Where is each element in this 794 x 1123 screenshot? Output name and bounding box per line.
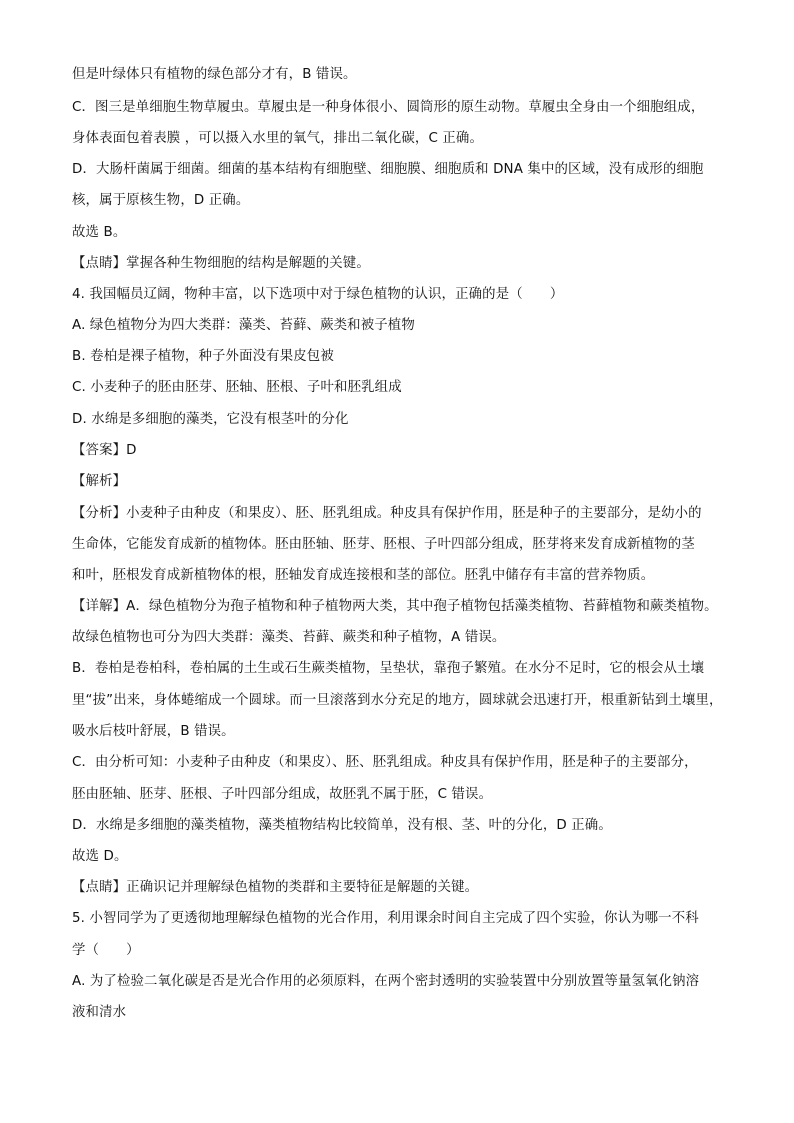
text-line: C．图三是单细胞生物草履虫。草履虫是一种身体很小、圆筒形的原生动物。草履虫全身由一个细胞组成， xyxy=(72,100,705,115)
option-b: B. 卷柏是裸子植物，种子外面没有果皮包被 xyxy=(72,349,334,364)
text-line: 和叶，胚根发育成新植物体的根，胚轴发育成连接根和茎的部位。胚乳中储存有丰富的营养物质。 xyxy=(72,568,655,583)
question-5-stem: 5. 小智同学为了更透彻地理解绿色植物的光合作用，利用课余时间自主完成了四个实验，你认为哪一不科 xyxy=(72,911,699,926)
question-5-stem-cont: 学（ ） xyxy=(72,943,140,958)
text-line: 【详解】A．绿色植物分为孢子植物和种子植物两大类，其中孢子植物包括藻类植物、苔藓植物和蕨类植物。 xyxy=(72,599,718,614)
text-line: 【点睛】正确识记并理解绿色植物的类群和主要特征是解题的关键。 xyxy=(72,880,479,895)
text-line: 故绿色植物也可分为四大类群：藻类、苔藓、蕨类和种子植物，A 错误。 xyxy=(72,630,506,645)
text-line: 故选 D。 xyxy=(72,849,128,864)
text-line: 身体表面包着表膜 ，可以摄入水里的氧气，排出二氧化碳，C 正确。 xyxy=(72,131,483,146)
text-line: C．由分析可知：小麦种子由种皮（和果皮）、胚、胚乳组成。种皮具有保护作用，胚是种子的主要部分， xyxy=(72,755,698,770)
text-line: 【分析】小麦种子由种皮（和果皮）、胚、胚乳组成。种皮具有保护作用，胚是种子的主要部分，是幼小的 xyxy=(72,506,702,521)
option-a: A. 绿色植物分为四大类群：藻类、苔藓、蕨类和被子植物 xyxy=(72,318,415,333)
answer-line: 【答案】D xyxy=(72,443,137,458)
text-line: 核，属于原核生物，D 正确。 xyxy=(72,193,250,208)
text-line: 【点睛】掌握各种生物细胞的结构是解题的关键。 xyxy=(72,256,370,271)
option-c: C. 小麦种子的胚由胚芽、胚轴、胚根、子叶和胚乳组成 xyxy=(72,380,402,395)
option-a: A. 为了检验二氧化碳是否是光合作用的必须原料，在两个密封透明的实验装置中分别放置等量氢氧化钠溶 xyxy=(72,974,700,989)
analysis-heading: 【解析】 xyxy=(72,474,127,489)
option-a-cont: 液和清水 xyxy=(72,1005,127,1020)
text-line: 生命体，它能发育成新的植物体。胚由胚轴、胚芽、胚根、子叶四部分组成，胚芽将来发育成新植物的茎 xyxy=(72,537,695,552)
text-line: B．卷柏是卷柏科，卷柏属的土生或石生蕨类植物，呈垫状，靠孢子繁殖。在水分不足时，它的根会从土壤 xyxy=(72,661,705,676)
text-line: 故选 B。 xyxy=(72,225,127,240)
text-line: D．水绵是多细胞的藻类植物，藻类植物结构比较简单，没有根、茎、叶的分化，D 正确。 xyxy=(72,818,612,833)
text-line: 里“拔”出来，身体蜷缩成一个圆球。而一旦滚落到水分充足的地方，圆球就会迅速打开，根重新钻到土壤里， xyxy=(72,693,723,708)
text-line: D．大肠杆菌属于细菌。细菌的基本结构有细胞壁、细胞膜、细胞质和 DNA 集中的区域，没有成形的细胞 xyxy=(72,162,704,177)
text-line: 但是叶绿体只有植物的绿色部分才有，B 错误。 xyxy=(72,67,357,82)
option-d: D. 水绵是多细胞的藻类，它没有根茎叶的分化 xyxy=(72,412,349,427)
text-line: 吸水后枝叶舒展，B 错误。 xyxy=(72,724,235,739)
question-4-stem: 4. 我国幅员辽阔，物种丰富，以下选项中对于绿色植物的认识，正确的是（ ） xyxy=(72,287,564,302)
text-line: 胚由胚轴、胚芽、胚根、子叶四部分组成，故胚乳不属于胚，C 错误。 xyxy=(72,787,493,802)
